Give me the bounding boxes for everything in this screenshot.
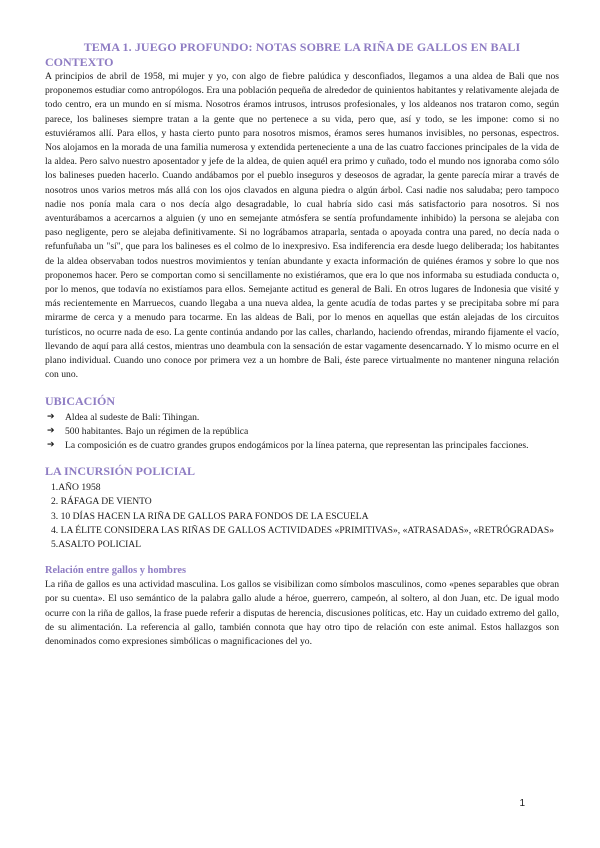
list-item (45, 439, 559, 453)
list-item: 4. LA ÉLITE CONSIDERA LAS RIÑAS DE GALLOS ACTIVIDADES «PRIMITIVAS», «ATRASADAS», «RETRÓGRADAS» (51, 524, 554, 536)
contexto-paragraph: A principios de abril de 1958, mi mujer y yo, con algo de fiebre palúdica y desconfiados, llegamos a una aldea de Bali que nos proponemos estudiar como antropólogos. Era una población pequeña de alrededor de quinientos habitantes y relativamente alejada de todo centro, era un mundo en sí misma. Nosotros éramos intrusos, intrusos profesionales, y los aldeanos nos trataron como, según parece, los balineses siempre tratan a la gente que no pertenece a su vida, pero que, así y todo, se les impone: como si no estuviéramos allí. Para ellos, y hasta cierto punto para nosotros mismos, éramos seres humanos invisibles, no personas, espectros. Nos alojamos en la morada de una familia numerosa y extendida perteneciente a una de las cuatro facciones principales de la vida de la aldea. Pero salvo nuestro aposentador y jefe de la aldea, de quien aquél era primo y cuñado, todo el mundo nos ignoraba como sólo los balineses pueden hacerlo. Cuando andábamos por el pueblo inseguros y deseosos de agradar, la gente parecía mirar a través de nosotros unos varios metros más allá con los ojos clavados en alguna piedra o algún árbol. Casi nadie nos saludaba; pero tampoco nadie nos ponía mala cara o nos decía algo desagradable, lo cual habría sido casi más satisfactorio para nosotros. Si nos aventurábamos a acercarnos a alguien (y uno en semejante atmósfera se sentía profundamente inhibido) la persona se alejaba con paso negligente, pero se alejaba definitivamente. Si no lográbamos atraparla, sentada o apoyada contra una pared, no decía nada o refunfuñaba un "sí", que para los balineses es el colmo de lo inexpresivo. Esa indiferencia era desde luego deliberada; los habitantes de la aldea observaban todos nuestros movimientos y tenían abundante y exacta información de quiénes éramos y sobre lo que nos proponemos hacer. Pero se comportan como si sencillamente no existiéramos, que era lo que nos informaba su estudiada conducta o, por lo menos, que todavía no existíamos para ellos. Semejante actitud es general de Bali. En otros lugares de Indonesia que visité y más recientemente en Marruecos, cuando llegaba a una nueva aldea, la gente acudía de todas partes y se precipitaba sobre mí para mirarme de cerca y a menudo para tocarme. En las aldeas de Bali, por lo menos en aquellas que están alejadas de los circuitos turísticos, no ocurre nada de eso. La gente continúa andando por las calles, charlando, haciendo ofrendas, mirando fijamente el vacío, llevando de aquí para allá cestos, mientras uno deambula con la sensación de estar vagamente desencarnado. Y lo mismo ocurre en el plano individual. Cuando uno conoce por primera vez a un hombre de Bali, éste parece virtualmente no mantener ninguna relación con uno. (45, 71, 559, 381)
arrow-right-icon: ➔ (47, 426, 55, 437)
list-item: 3. 10 DÍAS HACEN LA RIÑA DE GALLOS PARA FONDOS DE LA ESCUELA (51, 510, 369, 522)
arrow-right-icon: ➔ (47, 439, 55, 450)
list-item-text: Aldea al sudeste de Bali: Tihingan. (65, 412, 200, 424)
arrow-right-icon: ➔ (47, 412, 55, 423)
page-number: 1 (519, 798, 525, 809)
ubicacion-list (45, 411, 559, 452)
list-item-text: La composición es de cuatro grandes grupos endogámicos por la línea paterna, que representan las principales facciones. (65, 439, 529, 451)
page-content (45, 40, 559, 649)
document-title: TEMA 1. JUEGO PROFUNDO: NOTAS SOBRE LA RIÑA DE GALLOS EN BALI (83, 40, 521, 54)
list-item: 2. RÁFAGA DE VIENTO (51, 496, 152, 508)
spacer (45, 452, 559, 464)
section-heading-relacion: Relación entre gallos y hombres (45, 565, 187, 577)
section-heading-ubicacion: UBICACIÓN (45, 394, 116, 409)
list-item (45, 411, 559, 425)
spacer (45, 382, 559, 394)
incursion-list (45, 481, 559, 552)
list-item: 1.AÑO 1958 (51, 482, 101, 494)
spacer (45, 552, 559, 564)
list-item-text: 500 habitantes. Bajo un régimen de la república (65, 426, 249, 438)
section-heading-incursion: LA INCURSIÓN POLICIAL (45, 464, 196, 479)
section-heading-contexto: CONTEXTO (45, 55, 114, 69)
relacion-paragraph: La riña de gallos es una actividad masculina. Los gallos se visibilizan como símbolos masculinos, como «penes separables que obran por su cuenta». El uso semántico de la palabra gallo alude a héroe, guerrero, campeón, al soltero, al don Juan, etc. De igual modo ocurre con la riña de gallos, la frase puede referir a disputas de herencia, discusiones políticas, etc. Hay un cuidado extremo del gallo, de su alimentación. La referencia al gallo, también connota que hay otro tipo de relación con este animal. Estos hallazgos son denominados como expresiones simbólicas o magnificaciones del yo. (45, 579, 559, 648)
list-item: 5.ASALTO POLICIAL (51, 539, 142, 551)
list-item (45, 425, 559, 439)
